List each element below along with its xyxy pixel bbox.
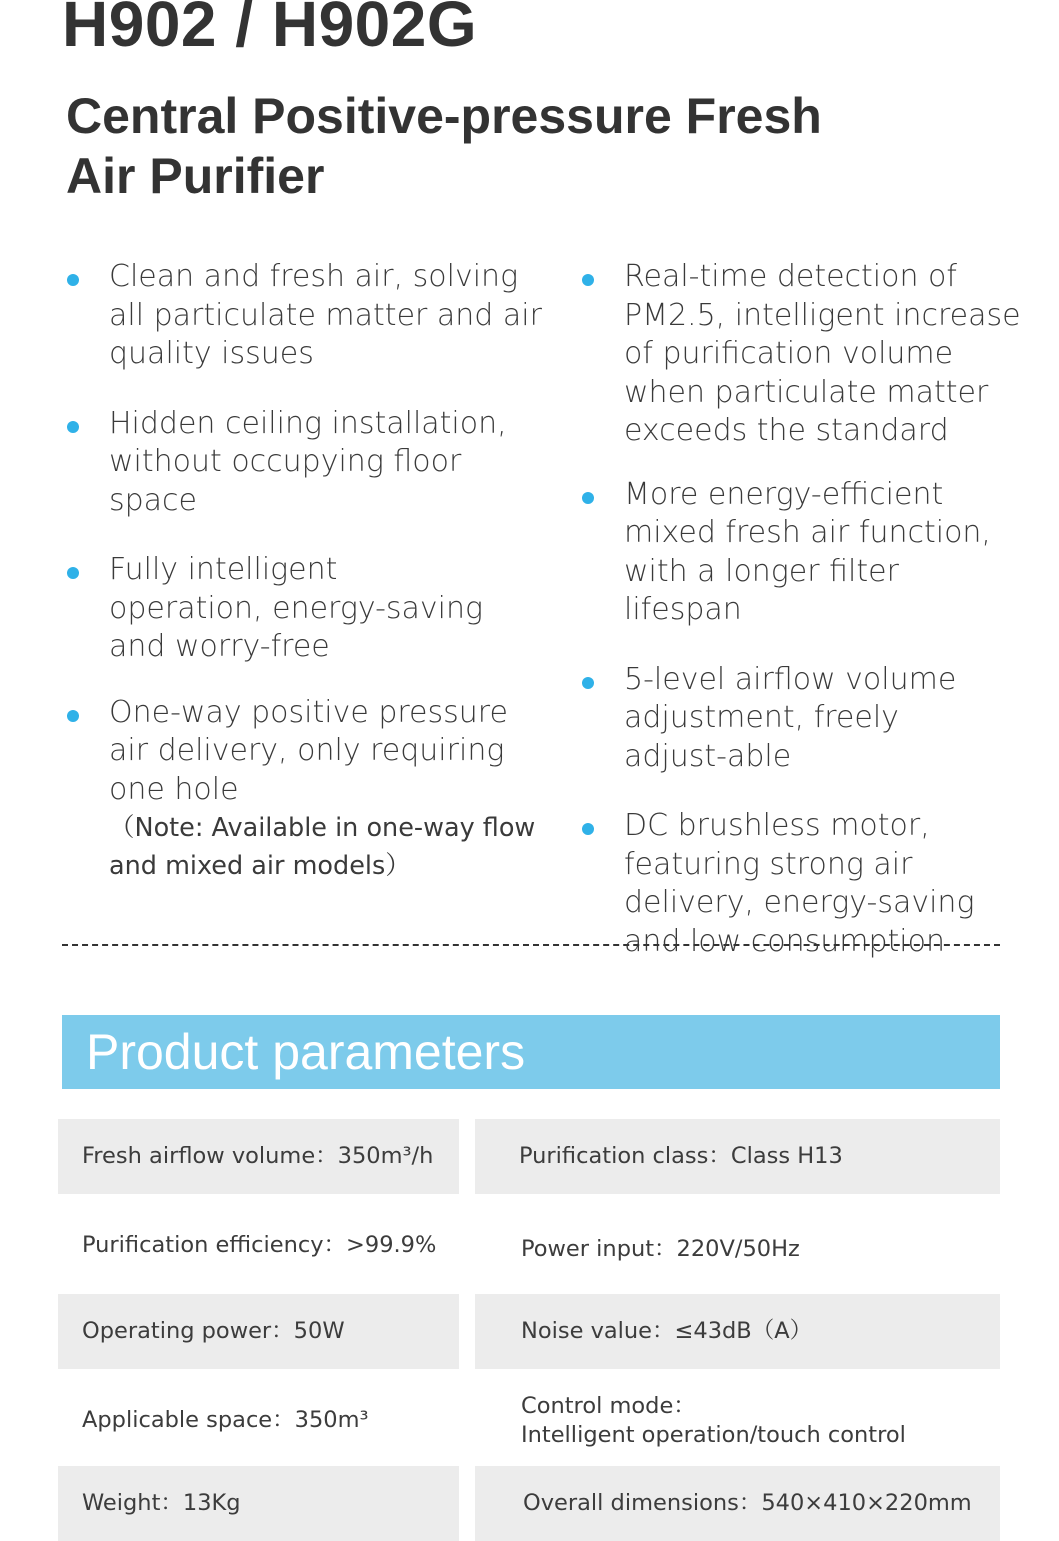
param-text: Purification class：Class H13 — [519, 1143, 843, 1169]
bullet-icon — [67, 421, 79, 433]
feature-text: Fully intelligent operation, energy-saving and worry-free — [109, 552, 484, 664]
feature-item — [64, 694, 564, 886]
feature-item — [64, 258, 564, 374]
param-text: Purification efficiency：>99.9% — [82, 1232, 437, 1258]
feature-text: Hidden ceiling installation, without occupying floor space — [109, 405, 507, 518]
bullet-icon — [67, 567, 79, 579]
feature-text: DC brushless motor, featuring strong air delivery, energy-saving and low consumption — [624, 808, 975, 959]
product-title — [66, 86, 966, 206]
feature-list-right — [579, 258, 1029, 961]
feature-item — [579, 258, 1029, 451]
param-power-input — [475, 1212, 1000, 1287]
param-text: Noise value：≤43dB（A） — [521, 1318, 813, 1344]
param-control-mode — [475, 1383, 1000, 1458]
param-applicable-space — [58, 1383, 459, 1458]
param-operating-power — [58, 1294, 459, 1369]
feature-item — [579, 807, 1029, 961]
param-text: Applicable space：350m³ — [82, 1407, 369, 1433]
bullet-icon — [67, 274, 79, 286]
param-label: Control mode： — [521, 1392, 696, 1419]
feature-item — [579, 476, 1029, 630]
bullet-icon — [582, 823, 594, 835]
feature-note: （Note: Available in one-way flow and mixed air models） — [109, 813, 536, 881]
param-purification-efficiency — [58, 1208, 459, 1283]
feature-text: Real-time detection of PM2.5, intelligent increase of purification volume when particulate matter exceeds the standard — [624, 259, 1021, 448]
param-overall-dimensions — [475, 1466, 1000, 1541]
param-text: Overall dimensions：540×410×220mm — [523, 1490, 972, 1516]
param-weight — [58, 1466, 459, 1541]
feature-item — [64, 405, 564, 521]
param-purification-class — [475, 1119, 1000, 1194]
param-text: Fresh airflow volume：350m³/h — [82, 1143, 434, 1169]
dashed-divider — [62, 944, 1000, 946]
feature-text: More energy-efficient mixed fresh air function, with a longer filter lifespan — [624, 476, 991, 627]
bullet-icon — [582, 677, 594, 689]
section-header-band — [62, 1015, 1000, 1089]
product-title-line-1: Central Positive-pressure Fresh — [66, 88, 822, 144]
feature-text: Clean and fresh air, solving all particulate matter and air quality issues — [109, 259, 542, 371]
param-text: Operating power：50W — [82, 1318, 345, 1344]
product-title-line-2: Air Purifier — [66, 148, 325, 204]
param-value: Intelligent operation/touch control — [521, 1421, 906, 1448]
bullet-icon — [582, 274, 594, 286]
param-text: Weight：13Kg — [82, 1490, 241, 1516]
feature-item — [579, 661, 1029, 777]
bullet-icon — [582, 492, 594, 504]
bullet-icon — [67, 710, 79, 722]
section-title: Product parameters — [86, 1024, 526, 1080]
feature-text: 5-level airflow volume adjustment, freely adjust-able — [624, 661, 957, 774]
feature-item — [64, 551, 564, 667]
param-text-block — [521, 1392, 906, 1450]
param-fresh-airflow — [58, 1119, 459, 1194]
param-text: Power input：220V/50Hz — [521, 1236, 800, 1262]
feature-list-left — [64, 258, 564, 885]
param-noise-value — [475, 1294, 1000, 1369]
feature-text: One-way positive pressure air delivery, only requiring one hole — [109, 694, 508, 807]
model-name: H902 / H902G — [62, 0, 478, 60]
